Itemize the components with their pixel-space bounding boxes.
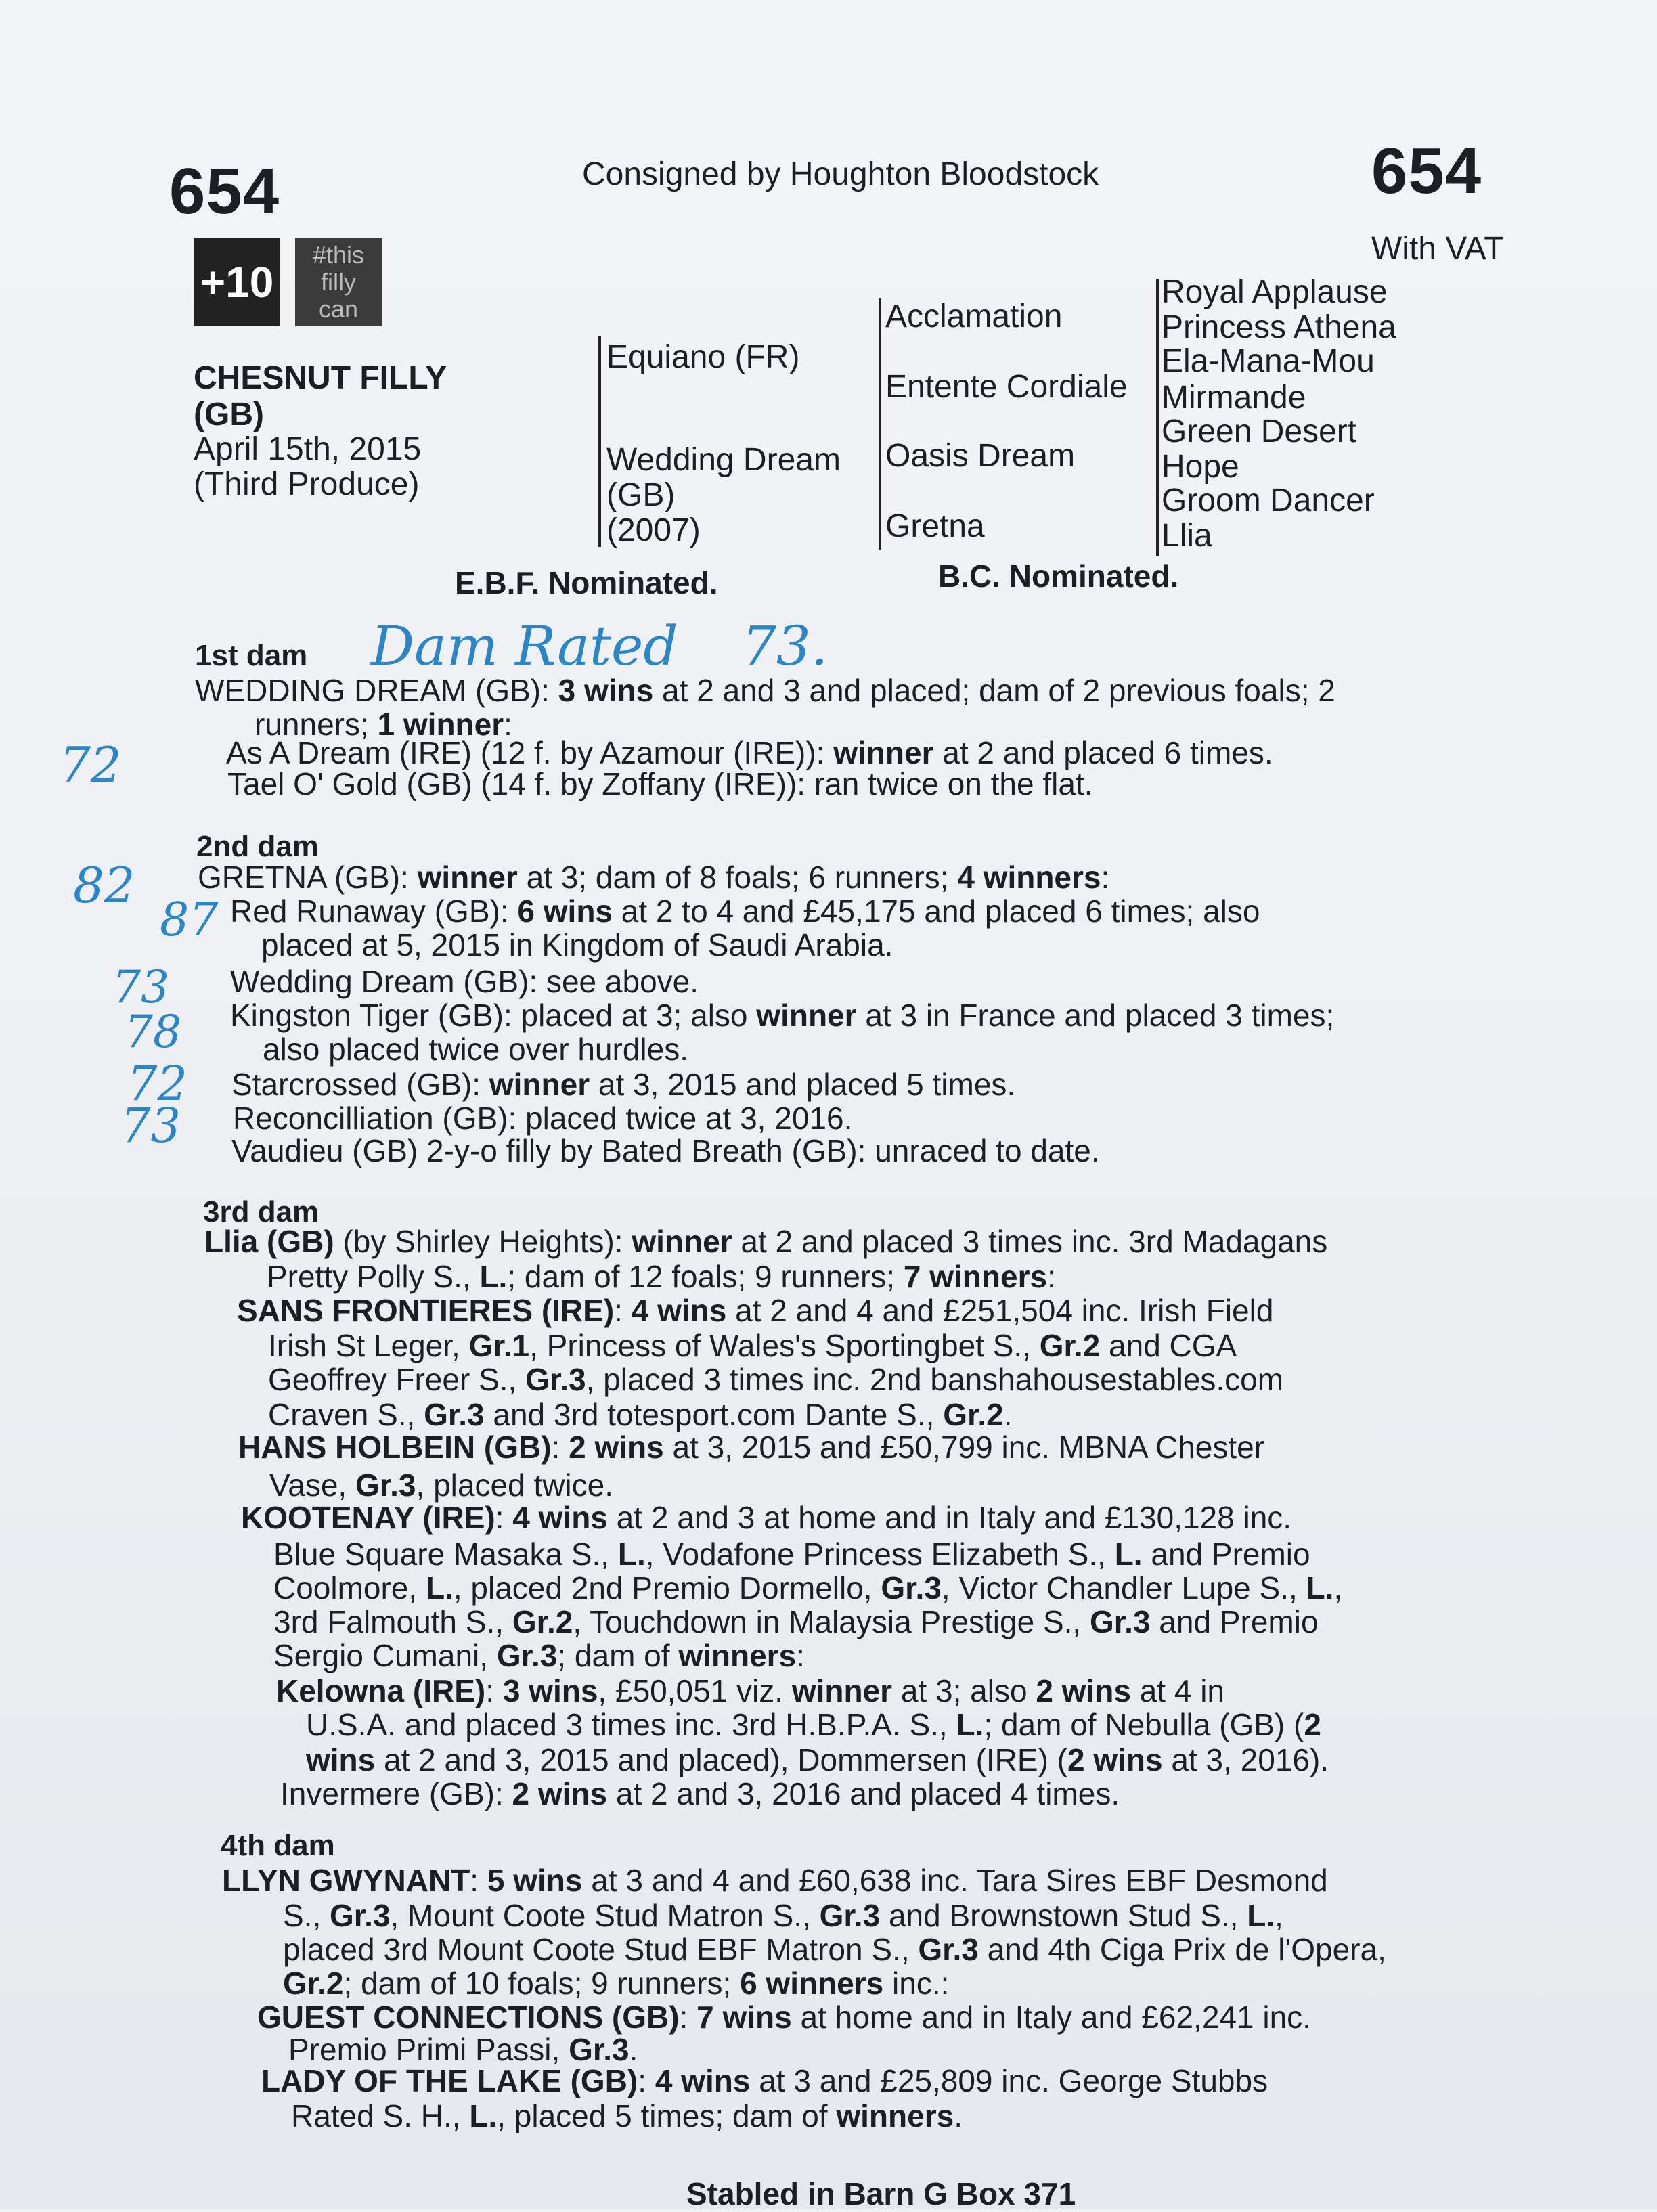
handwritten-rating-72: 72 [60,736,122,793]
t: winners [836,2098,954,2133]
ebf-nominated: E.B.F. Nominated. [455,565,718,600]
t: 2 wins [1067,1742,1163,1777]
horse-country: (GB) [194,397,264,433]
t: L. [1114,1536,1143,1572]
pedigree-line-1 [598,336,601,547]
t: at 3; also [892,1673,1036,1708]
t: Rated S. H., [291,2098,470,2133]
third-dam-line-12 [273,1604,1319,1639]
t: Gr.2 [283,1966,344,2001]
fourth-dam-line-5 [257,1999,1311,2035]
t: at 2 to 4 and £45,175 and placed 6 times; also [613,893,1260,929]
t: : [1101,860,1110,895]
t: 3rd Falmouth S., [273,1604,512,1639]
t: : [495,1500,513,1535]
t: KOOTENAY (IRE) [241,1500,495,1535]
t: 7 winners [903,1259,1048,1294]
t: , placed 2nd Premio Dormello, [453,1570,881,1606]
t: 7 wins [697,1999,792,2035]
t: GRETNA (GB): [198,860,418,895]
t: . [954,2098,963,2133]
t: HANS HOLBEIN (GB) [238,1430,552,1465]
t: at 3; dam of 8 foals; 6 runners; [517,860,958,895]
third-dam-line-15 [306,1707,1321,1742]
ggp-8: Llia [1162,518,1212,554]
t: Blue Square Masaka S., [273,1536,618,1572]
t: Gr.2 [512,1604,573,1639]
t: . [1003,1397,1013,1432]
t: WEDDING DREAM (GB): [195,673,558,708]
t: GUEST CONNECTIONS (GB) [257,1999,680,2035]
t: L. [617,1536,646,1572]
t: Vase, [269,1467,355,1503]
t: 2 wins [512,1776,608,1811]
t: 2 wins [1036,1673,1131,1708]
granddam-2: Gretna [885,508,985,544]
t: : [504,707,512,742]
t: Premio Primi Passi, [288,2032,569,2067]
t: (by Shirley Heights): [334,1224,632,1259]
dam-country: (GB) [606,477,676,513]
t: U.S.A. and placed 3 times inc. 3rd H.B.P.A. S., [306,1707,956,1742]
t: LADY OF THE LAKE (GB) [261,2063,638,2098]
t: at 3, 2016). [1162,1742,1329,1777]
handwritten-rating-73: 73. [742,615,828,678]
handwritten-rating-82: 82 [73,857,135,914]
third-dam-line-2 [267,1259,1056,1294]
t: at 2 and 3, 2015 and placed), Dommersen (IRE) ( [375,1742,1067,1777]
t: 6 winners [740,1966,884,2001]
logo-text-2: filly [321,268,356,296]
third-dam-line-1 [204,1224,1327,1259]
t: , Touchdown in Malaysia Prestige S., [573,1604,1090,1639]
ggp-4: Mirmande [1162,380,1306,416]
t: winners [678,1638,797,1673]
t: Gr.3 [881,1570,942,1606]
t: : [551,1430,569,1465]
first-dam-line-3 [226,735,1273,770]
t: placed 3rd Mount Coote Stud EBF Matron S., [283,1932,919,1967]
t: , Princess of Wales's Sportingbet S., [529,1328,1040,1363]
logo-text-1: #this [312,241,365,269]
first-dam-line-4: Tael O' Gold (GB) (14 f. by Zoffany (IRE)): ran twice on the flat. [227,766,1093,801]
t: : [614,1293,632,1328]
produce-note: (Third Produce) [194,466,420,502]
handwritten-dam-rated: Dam Rated [371,615,678,678]
second-dam-line-7 [231,1067,1015,1102]
second-dam-line-1 [198,860,1109,895]
fourth-dam-line-6 [288,2032,638,2067]
fourth-dam-line-7 [261,2063,1268,2098]
fourth-dam-line-4 [283,1966,949,2001]
t: 4 winners [957,860,1101,895]
t: Irish St Leger, [268,1328,469,1363]
t: : [638,2063,655,2098]
t: Starcrossed (GB): [231,1067,489,1102]
t: 5 wins [487,1863,583,1898]
t: L. [1247,1898,1275,1933]
third-dam-line-5 [268,1362,1283,1397]
t: L. [469,2098,498,2133]
t: at 3, 2015 and £50,799 inc. MBNA Chester [663,1430,1265,1465]
second-dam-heading: 2nd dam [196,830,319,863]
t: and CGA [1100,1328,1237,1363]
t: ; dam of [557,1638,679,1673]
lot-number-right: 654 [1371,135,1482,207]
handwritten-rating-73-a: 73 [112,961,169,1013]
t: Pretty Polly S., [267,1259,480,1294]
ggp-2: Princess Athena [1162,309,1396,345]
t: Coolmore, [273,1570,426,1606]
third-dam-line-11 [273,1570,1342,1606]
t: at 3 in France and placed 3 times; [856,998,1335,1033]
t: Gr.3 [496,1638,558,1673]
t: . [629,2032,638,2067]
third-dam-line-8 [269,1467,613,1503]
t: winner [756,998,857,1033]
t: , placed 3 times inc. 2nd banshahousestables.com [586,1362,1284,1397]
grandsire-2: Oasis Dream [885,438,1076,474]
t: Kelowna (IRE) [276,1673,486,1708]
t: Craven S., [268,1397,424,1432]
t: SANS FRONTIERES (IRE) [237,1293,615,1328]
third-dam-heading: 3rd dam [203,1195,319,1229]
handwritten-rating-78: 78 [125,1006,181,1058]
vat-label: With VAT [1371,231,1504,267]
logo-text-3: can [318,295,359,323]
t: 6 wins [517,893,613,929]
t: at 3 and 4 and £60,638 inc. Tara Sires EBF Desmond [582,1863,1328,1898]
t: , placed 5 times; dam of [497,2098,837,2133]
fourth-dam-line-1 [222,1863,1328,1898]
t: ; dam of 10 foals; 9 runners; [343,1966,741,2001]
t: 4 wins [512,1500,608,1535]
t: Gr.3 [1090,1604,1151,1639]
t: : [485,1673,503,1708]
t: Invermere (GB): [280,1776,512,1811]
t: winner [833,735,934,770]
t: wins [306,1742,376,1777]
third-dam-line-4 [268,1328,1237,1363]
pedigree-line-2 [879,298,881,550]
t: at 2 and placed 6 times. [933,735,1273,770]
t: at 2 and 3, 2016 and placed 4 times. [607,1776,1120,1811]
t: 2 [1304,1707,1321,1742]
stabling-note: Stabled in Barn G Box 371 [686,2176,1076,2211]
third-dam-line-10 [273,1536,1310,1572]
t: Gr.2 [1039,1328,1101,1363]
t: and 3rd totesport.com Dante S., [484,1397,944,1432]
handwritten-rating-87: 87 [160,893,219,947]
t: S., [283,1898,330,1933]
t: , Mount Coote Stud Matron S., [390,1898,820,1933]
t: L. [479,1259,508,1294]
third-dam-line-17 [280,1776,1120,1811]
t: Kingston Tiger (GB): placed at 3; also [230,998,757,1033]
plus10-text: +10 [200,258,274,307]
t: L. [956,1707,984,1742]
t: , £50,051 viz. [598,1673,792,1708]
t: Red Runaway (GB): [230,893,518,929]
third-dam-line-3 [237,1293,1273,1328]
third-dam-line-9 [241,1500,1291,1535]
bc-nominated: B.C. Nominated. [938,558,1179,594]
t: and Premio [1142,1536,1310,1572]
t: Gr.3 [569,2032,629,2067]
t: and Brownstown Stud S., [880,1898,1247,1933]
sire: Equiano (FR) [606,339,800,375]
t: Gr.3 [918,1932,979,1967]
third-dam-line-16 [306,1742,1329,1777]
t: , Vodafone Princess Elizabeth S., [645,1536,1115,1572]
handwritten-rating-73-b: 73 [120,1098,181,1153]
t: and Premio [1150,1604,1319,1639]
t: , [1275,1898,1283,1933]
t: at 2 and 3 and placed; dam of 2 previous foals; 2 [653,673,1335,708]
t: Gr.2 [943,1397,1004,1432]
t: winner [791,1673,893,1708]
t: Gr.3 [819,1898,881,1933]
t: and 4th Ciga Prix de l'Opera, [978,1932,1386,1967]
t: at 4 in [1130,1673,1225,1708]
t: , Victor Chandler Lupe S., [941,1570,1306,1606]
grandsire-1: Acclamation [885,298,1063,334]
t: : [1047,1259,1056,1294]
fourth-dam-heading: 4th dam [221,1829,335,1862]
second-dam-line-6: also placed twice over hurdles. [263,1032,688,1067]
second-dam-line-3: placed at 5, 2015 in Kingdom of Saudi Arabia. [261,927,893,963]
ggp-6: Hope [1162,449,1239,485]
t: : [796,1638,805,1673]
t: Sergio Cumani, [273,1638,497,1673]
fourth-dam-line-2 [283,1898,1283,1933]
dam-year: (2007) [606,512,701,548]
third-dam-line-14 [276,1673,1224,1708]
first-dam-heading: 1st dam [195,639,308,672]
t: at 3 and £25,809 inc. George Stubbs [750,2063,1268,2098]
t: Gr.3 [330,1898,391,1933]
this-filly-can-logo [295,238,382,326]
t: 3 wins [502,1673,598,1708]
second-dam-line-4: Wedding Dream (GB): see above. [230,964,699,999]
dam-name: Wedding Dream [606,442,841,478]
t: L. [425,1570,454,1606]
fourth-dam-line-3 [283,1932,1386,1967]
t: L. [1306,1570,1334,1606]
granddam-1: Entente Cordiale [885,369,1128,405]
t: , placed twice. [416,1467,613,1503]
ggp-1: Royal Applause [1162,274,1388,310]
t: Gr.3 [525,1362,586,1397]
t: at home and in Italy and £62,241 inc. [791,1999,1311,2035]
t: 3 wins [558,673,654,708]
plus10-logo [194,238,280,326]
t: As A Dream (IRE) (12 f. by Azamour (IRE)): [226,735,834,770]
t: Gr.3 [424,1397,485,1432]
t: 4 wins [655,2063,751,2098]
first-dam-line-1 [195,673,1335,708]
t: Gr.1 [468,1328,530,1363]
t: Gr.3 [355,1467,416,1503]
t: runners; [255,707,378,742]
ggp-7: Groom Dancer [1162,483,1375,518]
third-dam-line-13 [273,1638,805,1673]
pedigree-line-3 [1156,279,1159,556]
t: at 3, 2015 and placed 5 times. [590,1067,1016,1102]
t: ; dam of 12 foals; 9 runners; [507,1259,904,1294]
t: at 2 and 3 at home and in Italy and £130,128 inc. [607,1500,1292,1535]
t: LLYN GWYNANT [222,1863,470,1898]
t: Geoffrey Freer S., [268,1362,526,1397]
t: , [1333,1570,1343,1606]
third-dam-line-7 [238,1430,1264,1465]
handwritten-rating-72-b: 72 [127,1056,188,1111]
second-dam-line-2 [230,893,1260,929]
horse-name: CHESNUT FILLY [194,360,447,396]
second-dam-line-5 [230,998,1334,1033]
t: at 2 and 4 and £251,504 inc. Irish Field [726,1293,1274,1328]
ggp-3: Ela-Mana-Mou [1162,343,1375,379]
t: winner [417,860,518,895]
consignor: Consigned by Houghton Bloodstock [582,156,1099,192]
t: 2 wins [569,1430,664,1465]
t: : [470,1863,487,1898]
lot-number-left: 654 [169,155,280,227]
third-dam-line-6 [268,1397,1013,1432]
second-dam-line-9: Vaudieu (GB) 2-y-o filly by Bated Breath (GB): unraced to date. [231,1133,1100,1168]
t: ; dam of Nebulla (GB) ( [984,1707,1304,1742]
foaling-date: April 15th, 2015 [194,431,422,467]
ggp-5: Green Desert [1162,414,1357,449]
fourth-dam-line-8 [291,2098,963,2133]
t: inc.: [883,1966,950,2001]
second-dam-line-8: Reconcilliation (GB): placed twice at 3, 2016. [233,1101,853,1136]
t: 4 wins [631,1293,727,1328]
t: at 2 and placed 3 times inc. 3rd Madagans [732,1224,1328,1259]
t: winner [489,1067,590,1102]
t: : [679,1999,697,2035]
t: winner [632,1224,732,1259]
t: Llia (GB) [204,1224,334,1259]
t: 1 winner [377,707,504,742]
